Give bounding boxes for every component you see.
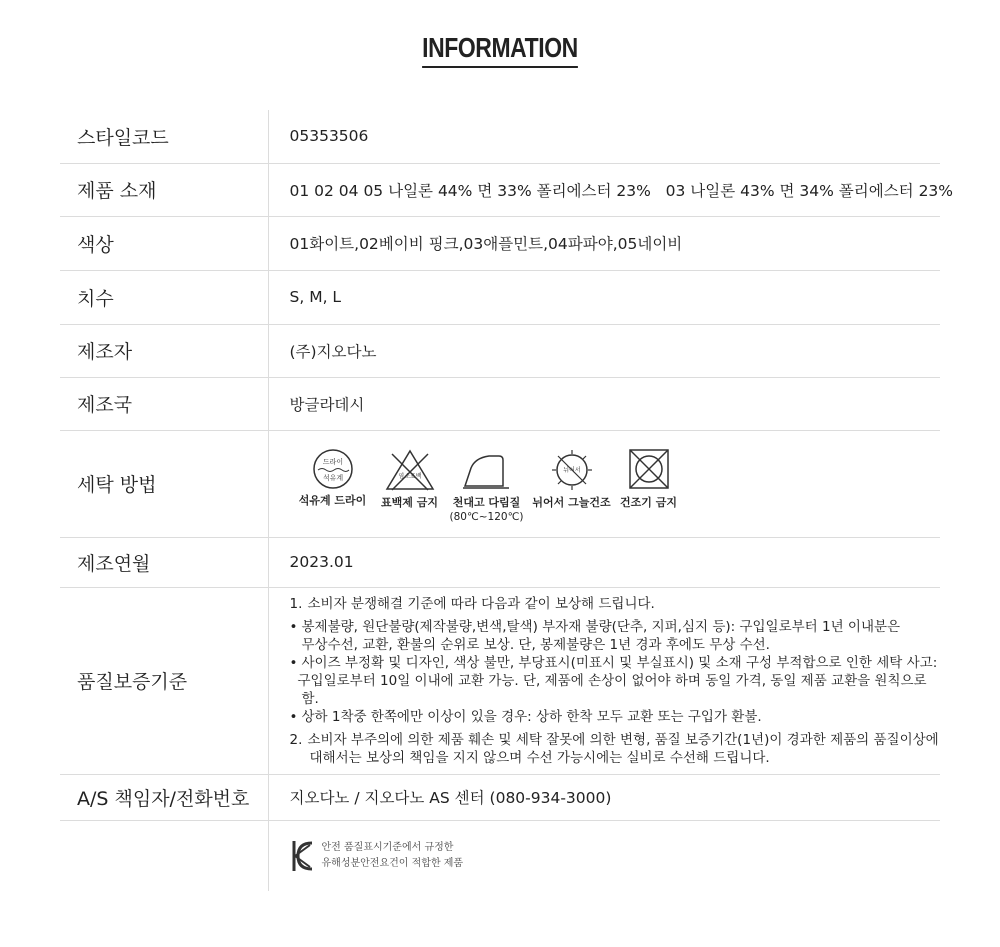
quality-item-1-num: 1.: [289, 595, 303, 612]
kc-value: [268, 820, 940, 891]
maker-label: 제조자: [60, 324, 268, 377]
washing-label: 세탁 방법: [60, 430, 268, 537]
shade-dry-icon-text: 뉘어서: [562, 466, 581, 474]
dry-clean-icon-bottom-text: 석유계: [322, 473, 343, 482]
kc-text-line-2: 유해성분안전요건이 적합한 제품: [321, 857, 464, 869]
wash-caption-shade-dry: 뉘어서 그늘건조: [532, 495, 611, 509]
wash-item-no-tumble: [614, 448, 684, 510]
wash-item-shade-dry: [530, 448, 614, 510]
wash-caption-no-tumble: 건조기 금지: [620, 495, 677, 509]
no-bleach-icon: [384, 448, 436, 492]
row-size: [60, 270, 940, 324]
style-code-label: 스타일코드: [60, 110, 268, 163]
quality-bullet-3-line-1: 상하 1착중 한쪽에만 이상이 있을 경우: 상하 한착 모두 교환 또는 구입가 환불.: [301, 708, 762, 725]
wash-item-no-bleach: [376, 448, 444, 510]
iron-icon: [459, 448, 515, 492]
quality-item-2-num: 2.: [289, 731, 303, 748]
washing-icons: [290, 444, 941, 524]
size-value: S, M, L: [289, 288, 342, 306]
wash-sub-iron: (80℃~120℃): [449, 510, 524, 523]
quality-bullet-3: [290, 708, 941, 726]
color-value: 01화이트,02베이비 핑크,03애플민트,04파파야,05네이비: [289, 235, 683, 253]
quality-bullet-3-mark: •: [289, 708, 298, 725]
quality-item-1-text: 소비자 분쟁해결 기준에 따라 다음과 같이 보상해 드립니다.: [307, 595, 655, 612]
as-label: A/S 책임자/전화번호: [60, 774, 268, 820]
material-value: 01 02 04 05 나일론 44% 면 33% 폴리에스터 23% 03 나일론 43% 면 34% 폴리에스터 23%: [289, 181, 954, 200]
info-table: [60, 110, 954, 891]
kc-mark: [290, 839, 941, 873]
kc-text-line-1: 안전 품질표시기준에서 규정한: [321, 841, 454, 853]
quality-bullet-1-mark: •: [289, 618, 298, 635]
wash-item-dry-clean: [290, 448, 376, 508]
quality-text: [290, 595, 941, 767]
page-title: [0, 30, 1000, 68]
row-material: [60, 163, 940, 216]
size-label: 치수: [60, 270, 268, 324]
quality-item-2-line-2: 대해서는 보상의 책임을 지지 않으며 수선 가능시에는 실비로 수선해 드립니다.: [309, 749, 770, 766]
row-as: [60, 774, 940, 820]
wash-caption-no-bleach: 표백제 금지: [381, 495, 438, 509]
row-kc: [60, 820, 940, 891]
quality-bullet-2-line-2: 구입일로부터 10일 이내에 교환 가능. 단, 제품에 손상이 없어야 하며 동일 가격, 동일 제품 교환을 원칙으로 함.: [297, 672, 927, 707]
row-color: [60, 216, 940, 270]
quality-item-1: [290, 595, 941, 613]
dry-clean-icon-top-text: 드라이: [322, 457, 343, 466]
no-bleach-icon-text: 염소표백: [397, 472, 422, 480]
kc-text: [322, 840, 464, 872]
row-date: [60, 537, 940, 587]
quality-bullet-1-line-1: 봉제불량, 원단불량(제작불량,변색,탈색) 부자재 불량(단추, 지퍼,심지 등): 구입일로부터 1년 이내분은: [301, 618, 901, 635]
quality-value: [268, 587, 940, 774]
no-tumble-dry-icon: [625, 448, 673, 492]
country-value: 방글라데시: [289, 395, 365, 414]
row-quality: [60, 587, 940, 774]
page-title-text: INFORMATION: [422, 30, 578, 68]
kc-label-empty: [60, 820, 268, 891]
dry-clean-icon: [309, 448, 357, 490]
quality-label: 품질보증기준: [60, 587, 268, 774]
row-style-code: [60, 110, 940, 163]
style-code-value: 05353506: [289, 127, 369, 146]
color-label: 색상: [60, 216, 268, 270]
date-label: 제조연월: [60, 537, 268, 587]
as-value: 지오다노 / 지오다노 AS 센터 (080-934-3000): [289, 789, 612, 807]
quality-bullet-2: [290, 654, 941, 708]
row-washing: [60, 430, 940, 537]
maker-value: (주)지오다노: [289, 342, 377, 361]
material-label: 제품 소재: [60, 163, 268, 216]
date-value: 2023.01: [289, 553, 354, 571]
washing-value: [268, 430, 940, 537]
shade-dry-icon: [546, 448, 598, 492]
quality-bullet-1: [290, 618, 941, 654]
quality-item-2-line-1: 소비자 부주의에 의한 제품 훼손 및 세탁 잘못에 의한 변형, 품질 보증기간(1년)이 경과한 제품의 품질이상에: [307, 731, 939, 748]
quality-bullet-1-line-2: 무상수선, 교환, 환불의 순위로 보상. 단, 봉제불량은 1년 경과 후에도 무상 수선.: [301, 636, 770, 653]
row-maker: [60, 324, 940, 377]
quality-bullet-2-line-1: 사이즈 부정확 및 디자인, 색상 불만, 부당표시(미표시 및 부실표시) 및 소재 구성 부적합으로 인한 세탁 사고:: [301, 654, 938, 671]
kc-logo-icon: [290, 839, 316, 873]
wash-caption-iron: 천대고 다림질: [452, 495, 521, 509]
quality-item-2: [290, 731, 941, 767]
row-country: [60, 377, 940, 430]
quality-bullet-2-mark: •: [289, 654, 298, 671]
wash-caption-dry-clean: 석유계 드라이: [298, 493, 367, 507]
country-label: 제조국: [60, 377, 268, 430]
wash-item-iron: [444, 448, 530, 524]
